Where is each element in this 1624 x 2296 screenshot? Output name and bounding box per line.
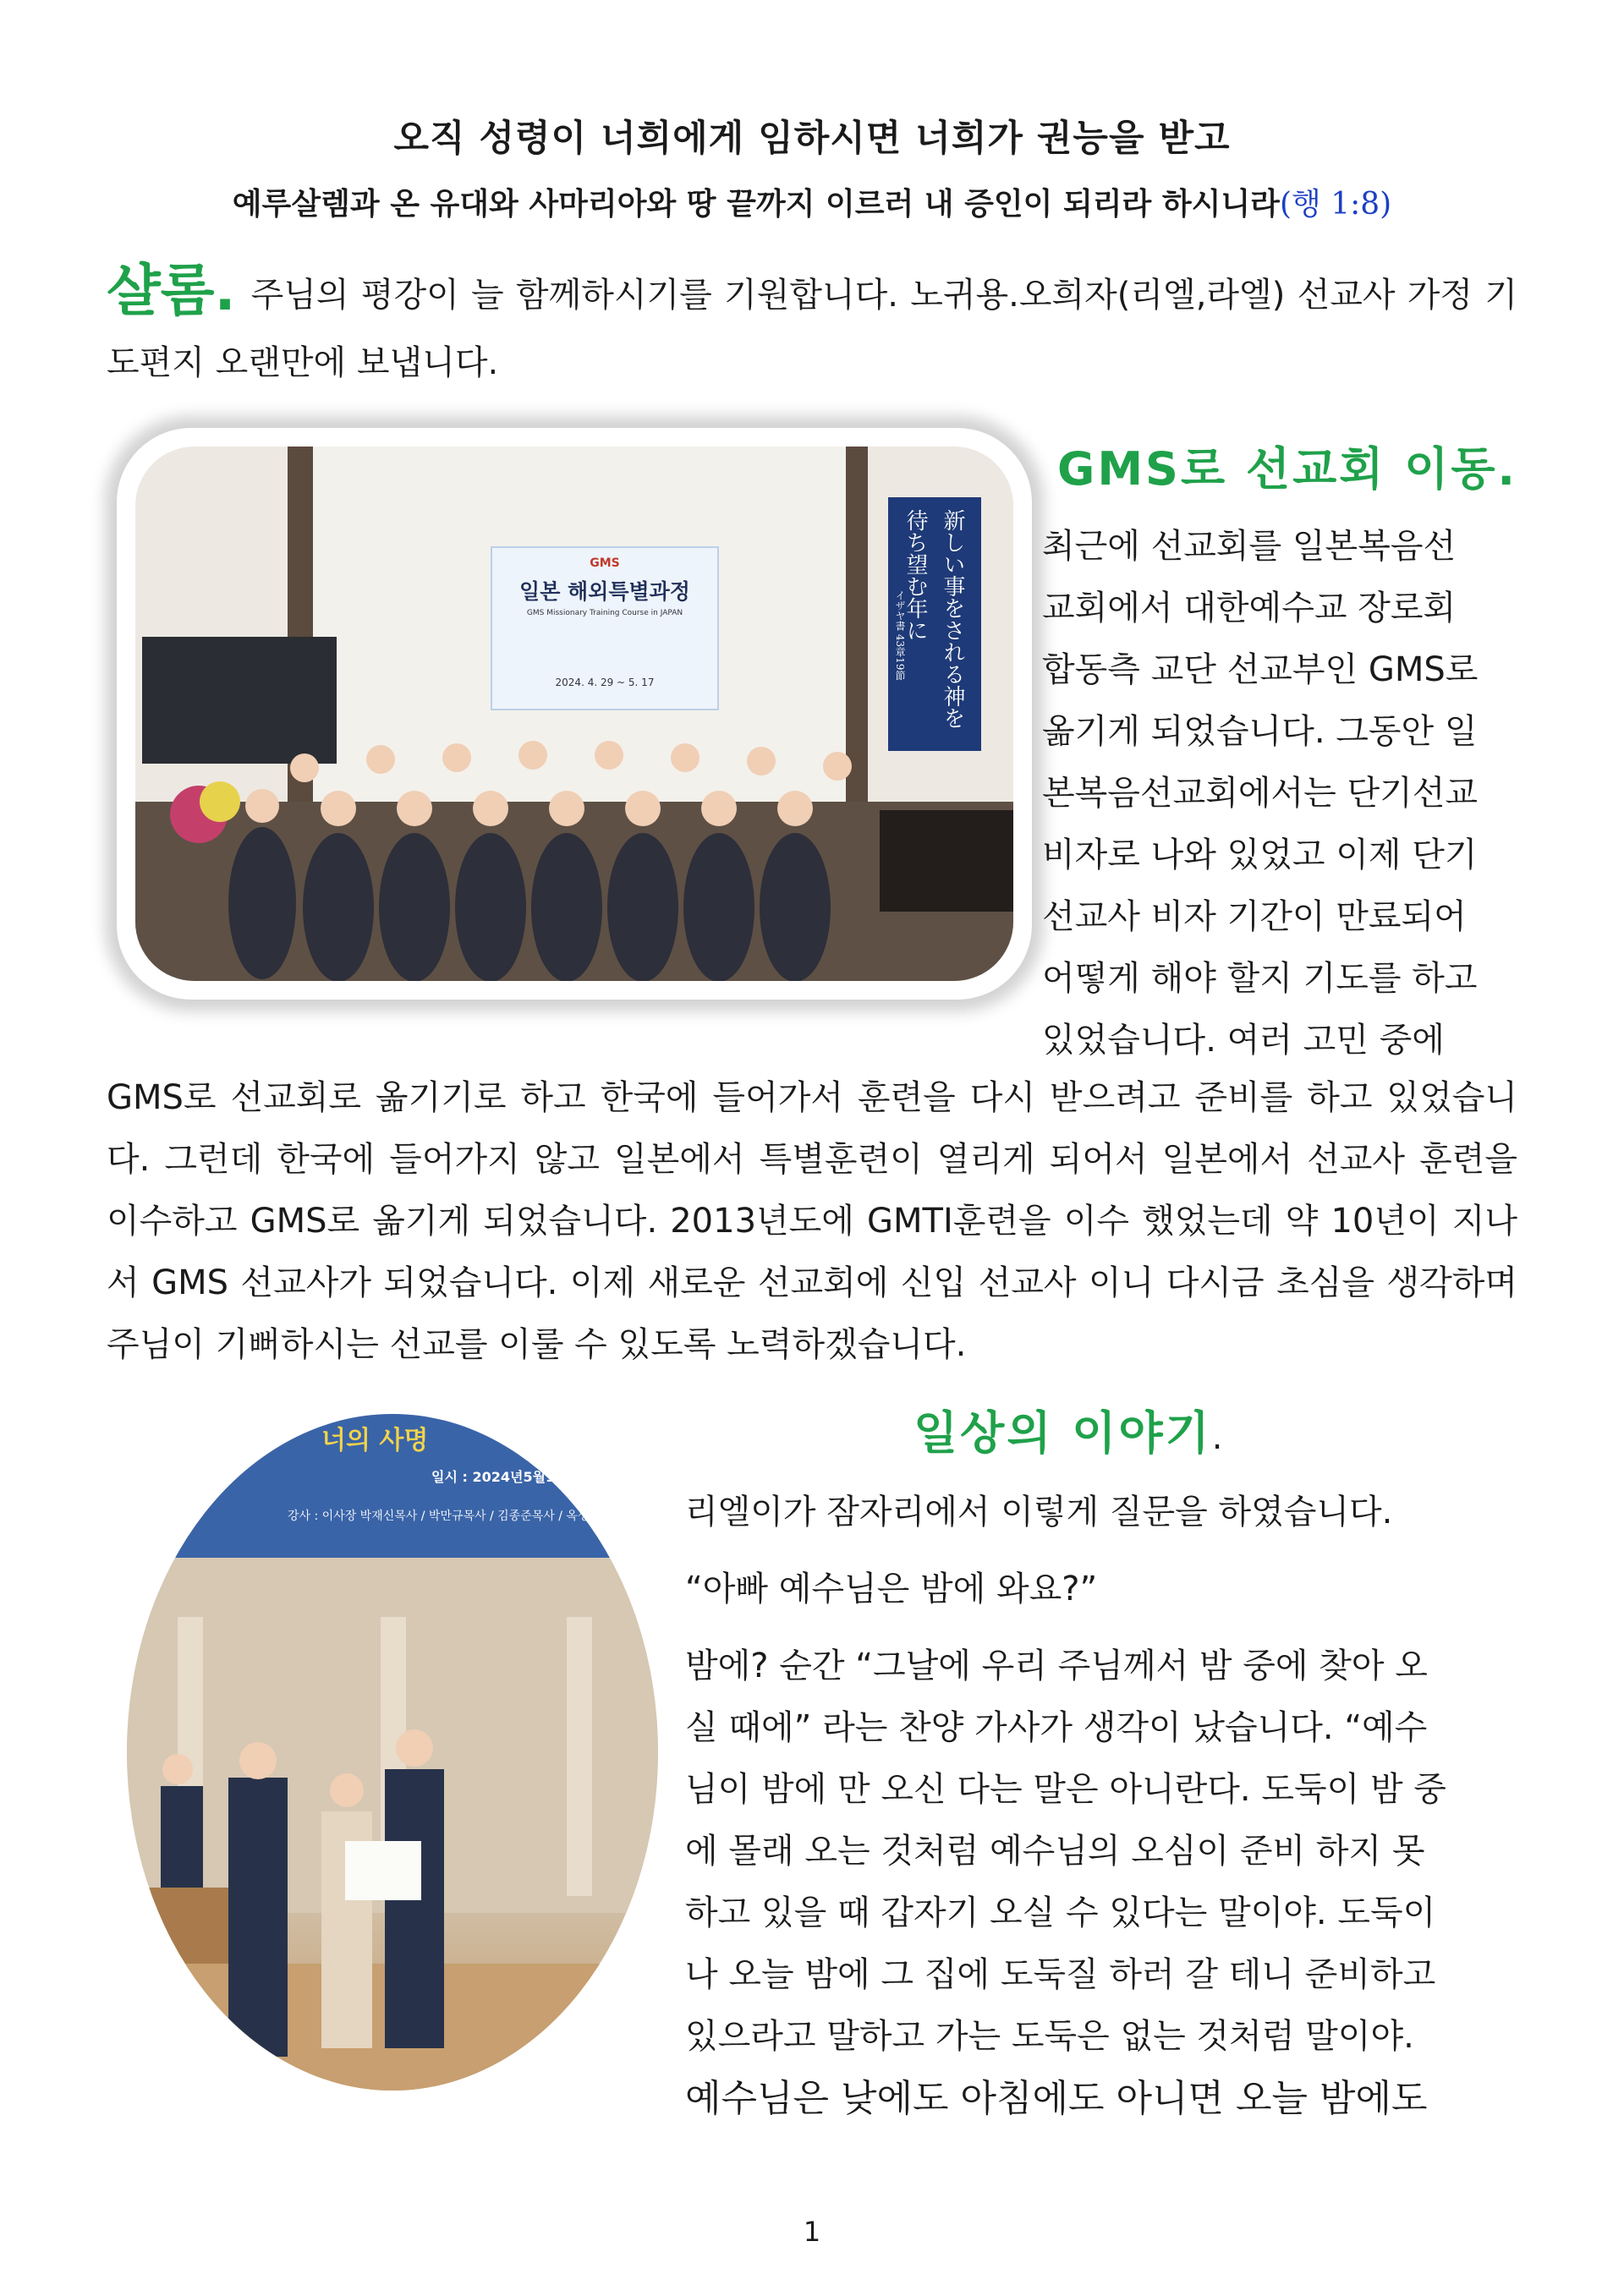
section2-heading	[914, 1397, 1223, 1462]
section2-story	[685, 1636, 1522, 2129]
story-line: 예수님은 낮에도 아침에도 아니면 오늘 밤에도	[685, 2077, 1428, 2120]
verse-line-2-text: 예루살렘과 온 유대와 사마리아와 땅 끝까지 이르러 내 증인이 되리라 하시니라	[232, 187, 1280, 222]
story-line: 실 때에” 라는 찬양 가사가 생각이 났습니다. “예수	[685, 1708, 1428, 1747]
ceremony-banner-info: 일시 : 2024년5월15일(수)	[431, 1469, 603, 1485]
greeting-text: 주님의 평강이 늘 함께하시기를 기원합니다. 노귀용.오희자(리엘,라엘) 선교사 가정 기도편지 오랜만에 보냅니다.	[107, 276, 1517, 382]
section2-heading-dot: .	[1211, 1418, 1223, 1457]
section1-heading: GMS로 선교회 이동.	[1057, 442, 1518, 496]
story-line: 에 몰래 오는 것처럼 예수님의 오심이 준비 하지 못	[685, 1832, 1425, 1871]
verse-line-1: 오직 성령이 너희에게 임하시면 너희가 권능을 받고	[393, 118, 1231, 160]
verse-reference: (행 1:8)	[1279, 187, 1392, 222]
banner-org: GMS	[590, 556, 620, 570]
side-line: 어떻게 해야 할지 기도를 하고	[1042, 959, 1478, 998]
greeting-paragraph	[107, 257, 1517, 397]
ceremony-banner-speakers: 강사 : 이사장 박재신목사 / 박만규목사 / 김종준목사 / 옥성석목사	[288, 1510, 624, 1523]
story-line: 밤에? 순간 “그날에 우리 주님께서 밤 중에 찾아 오	[685, 1647, 1428, 1685]
banner-title: 일본 해외특별과정	[519, 579, 690, 604]
training-banner	[491, 546, 719, 710]
side-line: 합동측 교단 선교부인 GMS로	[1042, 650, 1479, 689]
page-number: 1	[803, 2216, 821, 2248]
section2-heading-text: 일상의 이야기	[914, 1406, 1212, 1460]
side-line: 본복음선교회에서는 단기선교	[1042, 774, 1479, 813]
section1-side-text	[1042, 516, 1516, 1071]
banner-date: 2024. 4. 29 ~ 5. 17	[555, 677, 655, 688]
side-line: 최근에 선교회를 일본복음선	[1042, 527, 1457, 566]
banner-subtitle: GMS Missionary Training Course in JAPAN	[526, 609, 683, 617]
group-photo	[117, 428, 1032, 1000]
side-line: 비자로 나와 있었고 이제 단기	[1042, 836, 1478, 874]
shalom-greeting: 샬롬.	[107, 258, 236, 323]
verse-line-2	[0, 180, 1624, 223]
group-photo-image	[135, 447, 1013, 981]
section2-p1: 리엘이가 잠자리에서 이렇게 질문을 하였습니다.	[685, 1493, 1393, 1532]
story-line: 있으라고 말하고 가는 도둑은 없는 것처럼 말이야.	[685, 2017, 1414, 2056]
scroll-verse: 新しい事をされる神を待ち望む年に	[903, 509, 965, 729]
story-line: 하고 있을 때 갑자기 오실 수 있다는 말이야. 도둑이	[685, 1893, 1436, 1932]
scripture-scroll	[888, 497, 981, 751]
story-line: 나 오늘 밤에 그 집에 도둑질 하러 갈 테니 준비하고	[685, 1955, 1436, 1994]
ceremony-photo-image	[127, 1414, 658, 2091]
section2-p2: “아빠 예수님은 밤에 와요?”	[685, 1570, 1098, 1608]
side-line: 교회에서 대한예수교 장로회	[1042, 589, 1457, 627]
ceremony-photo	[127, 1414, 658, 2091]
story-line: 님이 밤에 만 오신 다는 말은 아니란다. 도둑이 밤 중	[685, 1770, 1446, 1809]
scroll-reference: イザヤ書 43章19節	[894, 590, 906, 681]
section1-body: GMS로 선교회로 옮기기로 하고 한국에 들어가서 훈련을 다시 받으려고 준비를 하고 있었습니다. 그런데 한국에 들어가지 않고 일본에서 특별훈련이 열리게 되어서 일본에서 선교사 훈련을 이수하고 GMS로 옮기게 되었습니다. 2013년도에 GMTI훈련을 이수 했었는데 약 10년이 지나서 GMS 선교사가 되었습니다. 이제 새로운 선교회에 신입 선교사 이니 다시금 초심을 생각하며 주님이 기뻐하시는 선교를 이룰 수 있도록 노력하겠습니다.	[107, 1078, 1517, 1364]
side-line: 옮기게 되었습니다. 그동안 일	[1042, 712, 1478, 751]
side-line: 선교사 비자 기간이 만료되어	[1042, 897, 1467, 936]
side-line: 있었습니다. 여러 고민 중에	[1042, 1021, 1445, 1060]
ceremony-banner-top: 너의 사명	[321, 1426, 429, 1455]
